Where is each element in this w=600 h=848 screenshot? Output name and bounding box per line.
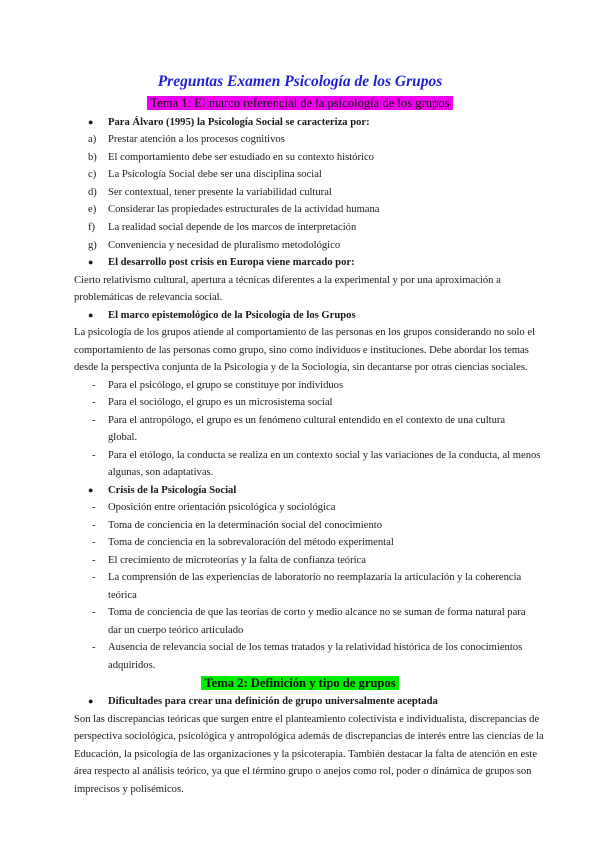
dash-icon: - [92,502,96,513]
list-item: Ser contextual, tener presente la variabilidad cultural [108,187,332,198]
tema2-heading: Tema 2: Definición y tipo de grupos [0,675,600,691]
paragraph-line: comportamiento de las personas como grupo, sino como individuos e instituciones. Debe abordar los temas [74,345,529,356]
list-item: Para el antropólogo, el grupo es un fenómeno cultural entendido en el contexto de una cultura [108,415,506,426]
dash-icon: - [92,607,96,618]
list-item: La realidad social depende de los marcos de interpretación [108,222,357,233]
paragraph-line: La psicología de los grupos atiende al comportamiento de las personas en los grupos considerando no solo el [74,327,536,338]
list-item-cont: adquiridos. [108,660,156,671]
list-item: Toma de conciencia en la sobrevaloración del método experimental [108,537,394,548]
section-heading: El marco epistemológico de la Psicología de los Grupos [108,310,356,321]
list-item-cont: global. [108,432,138,443]
section-heading: El desarrollo post crisis en Europa viene marcado por: [108,257,355,268]
list-item: Para el sociólogo, el grupo es un microsistema social [108,397,333,408]
list-item: El comportamiento debe ser estudiado en su contexto histórico [108,152,374,163]
list-item: Considerar las propiedades estructurales de la actividad humana [108,204,380,215]
paragraph-line: área respecto al análisis teórico, ya que el término grupo o anejos como rol, poder o dinámica de grupos son [74,766,532,777]
paragraph-line: problemáticas de relevancia social. [74,292,223,303]
paragraph-line: perspectiva sociológica, psicológica y antropológica además de discrepancias de interés entre las ciencias de la [74,731,544,742]
tema1-heading: Tema 1: El marco referencial de la psicología de los grupos [0,95,600,111]
document-title: Preguntas Examen Psicología de los Grupos [157,73,443,90]
dash-icon: - [92,555,96,566]
paragraph-line: Cierto relativismo cultural, apertura a técnicas diferentes a la experimental y por una aproximación a [74,275,501,286]
dash-icon: - [92,415,96,426]
list-marker: e) [88,204,97,215]
list-item: Ausencia de relevancia social de los temas tratados y la relatividad histórica de los conocimientos [108,642,523,653]
list-marker: d) [88,187,97,198]
bullet-icon: ● [88,257,94,267]
section-heading: Dificultades para crear una definición de grupo universalmente aceptada [108,696,438,707]
bullet-icon: ● [88,310,94,320]
section-heading: Para Álvaro (1995) la Psicología Social se caracteriza por: [108,117,370,128]
list-marker: g) [88,240,97,251]
paragraph-line: desde la perspectiva conjunta de la Psicología y de la Sociología, sin decantarse por otras ciencias sociales. [74,362,528,373]
dash-icon: - [92,397,96,408]
dash-icon: - [92,380,96,391]
list-item: El crecimiento de microteorías y la falta de confianza teórica [108,555,366,566]
list-marker: a) [88,134,97,145]
dash-icon: - [92,537,96,548]
dash-icon: - [92,450,96,461]
list-marker: f) [88,222,96,233]
list-item: La Psicología Social debe ser una disciplina social [108,169,322,180]
section-heading: Crisis de la Psicología Social [108,485,237,496]
paragraph-line: imprecisos y polisémicos. [74,784,184,795]
list-item-cont: algunas, son adaptativas. [108,467,214,478]
list-item: Para el psicólogo, el grupo se constituye por individuos [108,380,344,391]
list-item: Para el etólogo, la conducta se realiza en un contexto social y las variaciones de la conducta, al menos [108,450,541,461]
list-item: Toma de conciencia de que las teorías de corto y medio alcance no se suman de forma natural para [108,607,526,618]
paragraph-line: Son las discrepancias teóricas que surgen entre el planteamiento colectivista e individualista, discrepancias de [74,714,540,725]
list-item: Prestar atención a los procesos cognitivos [108,134,285,145]
list-marker: b) [88,152,97,163]
dash-icon: - [92,520,96,531]
list-item-cont: dar un cuerpo teórico articulado [108,625,244,636]
list-item: Conveniencia y necesidad de pluralismo metodológico [108,240,341,251]
list-marker: c) [88,169,97,180]
bullet-icon: ● [88,696,94,706]
list-item: Oposición entre orientación psicológica y sociológica [108,502,336,513]
bullet-icon: ● [88,117,94,127]
list-item-cont: teórica [108,590,137,601]
list-item: La comprensión de las experiencias de laboratorio no reemplazaría la articulación y la coherencia [108,572,522,583]
list-item: Toma de conciencia en la determinación social del conocimiento [108,520,382,531]
paragraph-line: Educación, la psicología de las organizaciones y la psicoterapia. También destacar la falta de atención en este [74,749,538,760]
dash-icon: - [92,572,96,583]
bullet-icon: ● [88,485,94,495]
dash-icon: - [92,642,96,653]
